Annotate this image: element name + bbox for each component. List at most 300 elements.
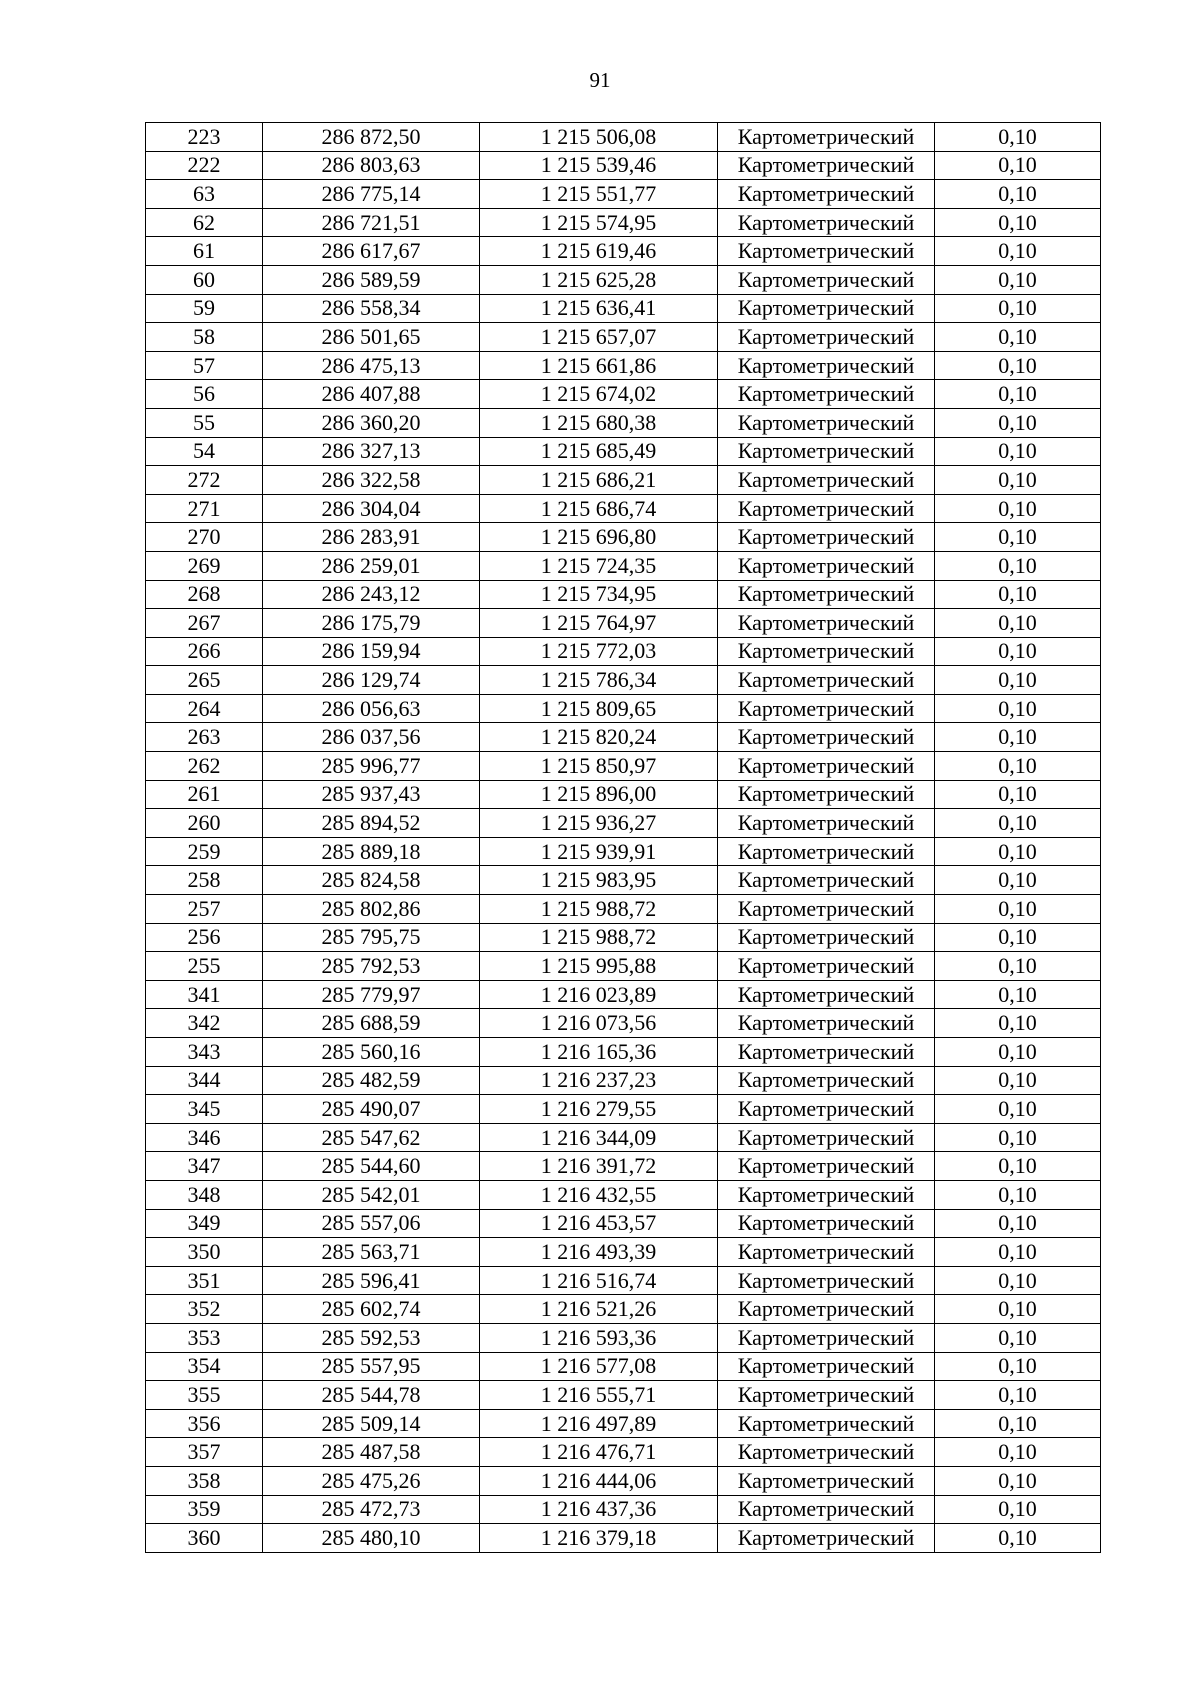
cell-point: 266 [146,637,263,666]
table-row [146,609,1101,638]
cell-accuracy: 0,10 [935,237,1101,266]
table-row [146,1466,1101,1495]
table-row [146,1495,1101,1524]
cell-accuracy: 0,10 [935,895,1101,924]
cell-x: 285 509,14 [263,1409,480,1438]
cell-y: 1 216 476,71 [480,1438,718,1467]
cell-point: 262 [146,752,263,781]
cell-accuracy: 0,10 [935,1323,1101,1352]
cell-point: 62 [146,208,263,237]
table-row [146,294,1101,323]
table-row [146,1238,1101,1267]
cell-method: Картометрический [718,752,935,781]
page-number: 91 [589,68,611,92]
table-row [146,180,1101,209]
cell-accuracy: 0,10 [935,980,1101,1009]
cell-x: 286 304,04 [263,494,480,523]
cell-method: Картометрический [718,1323,935,1352]
table-row [146,1524,1101,1553]
cell-x: 286 159,94 [263,637,480,666]
cell-method: Картометрический [718,351,935,380]
cell-point: 61 [146,237,263,266]
cell-y: 1 216 555,71 [480,1381,718,1410]
cell-accuracy: 0,10 [935,151,1101,180]
cell-accuracy: 0,10 [935,380,1101,409]
cell-y: 1 216 453,57 [480,1209,718,1238]
cell-point: 272 [146,466,263,495]
cell-y: 1 215 983,95 [480,866,718,895]
cell-point: 347 [146,1152,263,1181]
table-row [146,866,1101,895]
cell-accuracy: 0,10 [935,551,1101,580]
table-row [146,408,1101,437]
table-row [146,1352,1101,1381]
cell-accuracy: 0,10 [935,837,1101,866]
table-row [146,208,1101,237]
table-row [146,1066,1101,1095]
cell-accuracy: 0,10 [935,752,1101,781]
cell-point: 344 [146,1066,263,1095]
cell-accuracy: 0,10 [935,1466,1101,1495]
cell-x: 285 795,75 [263,923,480,952]
table-row [146,694,1101,723]
table-row [146,351,1101,380]
cell-accuracy: 0,10 [935,1409,1101,1438]
cell-point: 223 [146,123,263,152]
cell-method: Картометрический [718,780,935,809]
cell-point: 342 [146,1009,263,1038]
cell-point: 267 [146,609,263,638]
cell-y: 1 216 516,74 [480,1266,718,1295]
table-row [146,237,1101,266]
cell-y: 1 216 444,06 [480,1466,718,1495]
cell-x: 285 894,52 [263,809,480,838]
cell-point: 352 [146,1295,263,1324]
cell-x: 286 129,74 [263,666,480,695]
cell-x: 286 037,56 [263,723,480,752]
cell-accuracy: 0,10 [935,265,1101,294]
cell-point: 59 [146,294,263,323]
cell-method: Картометрический [718,208,935,237]
cell-x: 285 560,16 [263,1038,480,1067]
cell-y: 1 216 521,26 [480,1295,718,1324]
table-row [146,1009,1101,1038]
cell-x: 285 592,53 [263,1323,480,1352]
cell-x: 285 596,41 [263,1266,480,1295]
cell-method: Картометрический [718,265,935,294]
cell-y: 1 216 237,23 [480,1066,718,1095]
cell-x: 286 721,51 [263,208,480,237]
cell-accuracy: 0,10 [935,609,1101,638]
cell-y: 1 215 625,28 [480,265,718,294]
cell-method: Картометрический [718,1209,935,1238]
cell-accuracy: 0,10 [935,1352,1101,1381]
cell-method: Картометрический [718,1381,935,1410]
cell-x: 285 937,43 [263,780,480,809]
cell-y: 1 215 619,46 [480,237,718,266]
cell-y: 1 215 850,97 [480,752,718,781]
cell-method: Картометрический [718,1038,935,1067]
cell-x: 286 617,67 [263,237,480,266]
cell-x: 286 056,63 [263,694,480,723]
cell-method: Картометрический [718,923,935,952]
cell-x: 285 482,59 [263,1066,480,1095]
cell-method: Картометрический [718,980,935,1009]
table-row [146,952,1101,981]
cell-accuracy: 0,10 [935,437,1101,466]
cell-method: Картометрический [718,866,935,895]
cell-point: 350 [146,1238,263,1267]
table-row [146,1152,1101,1181]
cell-x: 286 558,34 [263,294,480,323]
cell-y: 1 216 391,72 [480,1152,718,1181]
cell-accuracy: 0,10 [935,1066,1101,1095]
table-row [146,523,1101,552]
cell-y: 1 215 657,07 [480,323,718,352]
cell-x: 286 322,58 [263,466,480,495]
cell-y: 1 215 636,41 [480,294,718,323]
table-row [146,323,1101,352]
cell-point: 346 [146,1123,263,1152]
cell-method: Картометрический [718,294,935,323]
cell-method: Картометрический [718,580,935,609]
cell-y: 1 215 734,95 [480,580,718,609]
cell-x: 285 996,77 [263,752,480,781]
table-row [146,494,1101,523]
cell-y: 1 215 764,97 [480,609,718,638]
cell-accuracy: 0,10 [935,1295,1101,1324]
cell-method: Картометрический [718,1123,935,1152]
cell-accuracy: 0,10 [935,780,1101,809]
cell-y: 1 215 772,03 [480,637,718,666]
cell-y: 1 215 674,02 [480,380,718,409]
cell-point: 60 [146,265,263,294]
cell-accuracy: 0,10 [935,1038,1101,1067]
cell-y: 1 215 820,24 [480,723,718,752]
cell-accuracy: 0,10 [935,180,1101,209]
cell-point: 353 [146,1323,263,1352]
cell-accuracy: 0,10 [935,466,1101,495]
cell-x: 285 802,86 [263,895,480,924]
cell-x: 286 407,88 [263,380,480,409]
cell-accuracy: 0,10 [935,1266,1101,1295]
cell-y: 1 216 023,89 [480,980,718,1009]
cell-method: Картометрический [718,494,935,523]
cell-accuracy: 0,10 [935,1152,1101,1181]
cell-y: 1 215 686,21 [480,466,718,495]
cell-accuracy: 0,10 [935,1123,1101,1152]
cell-x: 285 779,97 [263,980,480,1009]
cell-y: 1 215 936,27 [480,809,718,838]
table-row [146,1123,1101,1152]
cell-method: Картометрический [718,1152,935,1181]
cell-x: 285 824,58 [263,866,480,895]
cell-method: Картометрический [718,952,935,981]
cell-point: 255 [146,952,263,981]
cell-accuracy: 0,10 [935,694,1101,723]
cell-y: 1 215 680,38 [480,408,718,437]
cell-method: Картометрический [718,237,935,266]
cell-x: 285 544,78 [263,1381,480,1410]
cell-point: 351 [146,1266,263,1295]
cell-y: 1 215 685,49 [480,437,718,466]
cell-x: 286 589,59 [263,265,480,294]
cell-accuracy: 0,10 [935,1009,1101,1038]
cell-y: 1 216 493,39 [480,1238,718,1267]
table-row [146,265,1101,294]
table-row [146,752,1101,781]
cell-x: 285 544,60 [263,1152,480,1181]
cell-y: 1 215 809,65 [480,694,718,723]
cell-method: Картометрический [718,609,935,638]
cell-point: 256 [146,923,263,952]
cell-point: 345 [146,1095,263,1124]
cell-y: 1 216 593,36 [480,1323,718,1352]
cell-y: 1 216 344,09 [480,1123,718,1152]
cell-point: 56 [146,380,263,409]
cell-y: 1 215 988,72 [480,895,718,924]
cell-x: 286 360,20 [263,408,480,437]
table-row [146,980,1101,1009]
table-row [146,1095,1101,1124]
cell-point: 348 [146,1180,263,1209]
table-row [146,923,1101,952]
cell-accuracy: 0,10 [935,866,1101,895]
cell-method: Картометрический [718,1180,935,1209]
cell-x: 286 327,13 [263,437,480,466]
table-row [146,1323,1101,1352]
cell-x: 285 557,95 [263,1352,480,1381]
table-row [146,580,1101,609]
table-row [146,1409,1101,1438]
cell-x: 286 243,12 [263,580,480,609]
table-row [146,723,1101,752]
cell-point: 343 [146,1038,263,1067]
cell-point: 263 [146,723,263,752]
cell-y: 1 216 577,08 [480,1352,718,1381]
cell-point: 261 [146,780,263,809]
cell-y: 1 215 696,80 [480,523,718,552]
cell-method: Картометрический [718,551,935,580]
table-row [146,780,1101,809]
cell-x: 285 792,53 [263,952,480,981]
table-row [146,637,1101,666]
cell-accuracy: 0,10 [935,637,1101,666]
cell-method: Картометрический [718,523,935,552]
cell-accuracy: 0,10 [935,323,1101,352]
cell-method: Картометрический [718,323,935,352]
cell-method: Картометрический [718,723,935,752]
cell-accuracy: 0,10 [935,123,1101,152]
cell-method: Картометрический [718,837,935,866]
cell-point: 359 [146,1495,263,1524]
cell-method: Картометрический [718,466,935,495]
cell-accuracy: 0,10 [935,1238,1101,1267]
coordinates-table [145,122,1101,1553]
cell-accuracy: 0,10 [935,723,1101,752]
cell-method: Картометрический [718,1009,935,1038]
cell-point: 268 [146,580,263,609]
cell-method: Картометрический [718,895,935,924]
cell-accuracy: 0,10 [935,952,1101,981]
cell-x: 285 490,07 [263,1095,480,1124]
cell-y: 1 215 786,34 [480,666,718,695]
cell-y: 1 215 574,95 [480,208,718,237]
cell-accuracy: 0,10 [935,1495,1101,1524]
cell-y: 1 215 506,08 [480,123,718,152]
cell-point: 259 [146,837,263,866]
cell-y: 1 215 661,86 [480,351,718,380]
cell-accuracy: 0,10 [935,1381,1101,1410]
cell-point: 63 [146,180,263,209]
cell-y: 1 216 379,18 [480,1524,718,1553]
cell-point: 54 [146,437,263,466]
cell-method: Картометрический [718,809,935,838]
cell-point: 357 [146,1438,263,1467]
cell-accuracy: 0,10 [935,923,1101,952]
cell-method: Картометрический [718,1066,935,1095]
cell-y: 1 215 896,00 [480,780,718,809]
cell-x: 285 487,58 [263,1438,480,1467]
cell-y: 1 216 432,55 [480,1180,718,1209]
cell-accuracy: 0,10 [935,408,1101,437]
table-row [146,837,1101,866]
cell-point: 222 [146,151,263,180]
cell-point: 270 [146,523,263,552]
table-row [146,123,1101,152]
cell-method: Картометрический [718,666,935,695]
cell-y: 1 215 995,88 [480,952,718,981]
cell-accuracy: 0,10 [935,809,1101,838]
cell-point: 264 [146,694,263,723]
cell-point: 349 [146,1209,263,1238]
cell-x: 285 475,26 [263,1466,480,1495]
cell-x: 285 602,74 [263,1295,480,1324]
cell-method: Картометрический [718,1466,935,1495]
cell-accuracy: 0,10 [935,666,1101,695]
cell-x: 286 775,14 [263,180,480,209]
cell-x: 286 475,13 [263,351,480,380]
cell-point: 265 [146,666,263,695]
table-row [146,1295,1101,1324]
cell-method: Картометрический [718,1352,935,1381]
cell-x: 285 472,73 [263,1495,480,1524]
cell-accuracy: 0,10 [935,1095,1101,1124]
cell-point: 271 [146,494,263,523]
cell-y: 1 216 279,55 [480,1095,718,1124]
table-row [146,551,1101,580]
cell-point: 260 [146,809,263,838]
cell-y: 1 215 988,72 [480,923,718,952]
cell-method: Картометрический [718,408,935,437]
coordinates-table-body [146,123,1101,1553]
cell-x: 286 803,63 [263,151,480,180]
cell-x: 285 542,01 [263,1180,480,1209]
cell-method: Картометрический [718,1438,935,1467]
cell-point: 58 [146,323,263,352]
cell-point: 355 [146,1381,263,1410]
table-row [146,1038,1101,1067]
cell-y: 1 215 724,35 [480,551,718,580]
cell-method: Картометрический [718,180,935,209]
cell-point: 257 [146,895,263,924]
cell-method: Картометрический [718,694,935,723]
cell-accuracy: 0,10 [935,1524,1101,1553]
cell-y: 1 215 551,77 [480,180,718,209]
cell-point: 57 [146,351,263,380]
table-row [146,895,1101,924]
cell-x: 285 480,10 [263,1524,480,1553]
cell-x: 286 259,01 [263,551,480,580]
table-row [146,1209,1101,1238]
cell-accuracy: 0,10 [935,580,1101,609]
cell-x: 286 872,50 [263,123,480,152]
table-row [146,809,1101,838]
cell-y: 1 216 073,56 [480,1009,718,1038]
cell-x: 285 557,06 [263,1209,480,1238]
cell-method: Картометрический [718,437,935,466]
cell-point: 358 [146,1466,263,1495]
cell-accuracy: 0,10 [935,523,1101,552]
cell-accuracy: 0,10 [935,294,1101,323]
cell-y: 1 215 539,46 [480,151,718,180]
cell-accuracy: 0,10 [935,494,1101,523]
cell-point: 341 [146,980,263,1009]
cell-method: Картометрический [718,1238,935,1267]
table-row [146,466,1101,495]
cell-method: Картометрический [718,1266,935,1295]
cell-y: 1 216 165,36 [480,1038,718,1067]
cell-point: 354 [146,1352,263,1381]
table-row [146,1438,1101,1467]
cell-x: 285 547,62 [263,1123,480,1152]
cell-point: 356 [146,1409,263,1438]
cell-point: 55 [146,408,263,437]
cell-x: 285 889,18 [263,837,480,866]
cell-x: 286 175,79 [263,609,480,638]
cell-method: Картометрический [718,1295,935,1324]
cell-x: 286 501,65 [263,323,480,352]
cell-point: 258 [146,866,263,895]
cell-y: 1 216 497,89 [480,1409,718,1438]
cell-x: 286 283,91 [263,523,480,552]
table-row [146,437,1101,466]
table-row [146,1180,1101,1209]
cell-accuracy: 0,10 [935,1438,1101,1467]
cell-x: 285 688,59 [263,1009,480,1038]
table-row [146,380,1101,409]
table-row [146,1381,1101,1410]
cell-method: Картометрический [718,380,935,409]
table-row [146,1266,1101,1295]
table-row [146,666,1101,695]
cell-method: Картометрический [718,1095,935,1124]
cell-method: Картометрический [718,1524,935,1553]
table-row [146,151,1101,180]
cell-method: Картометрический [718,1409,935,1438]
cell-y: 1 215 686,74 [480,494,718,523]
cell-method: Картометрический [718,1495,935,1524]
cell-method: Картометрический [718,151,935,180]
cell-y: 1 215 939,91 [480,837,718,866]
cell-accuracy: 0,10 [935,351,1101,380]
cell-x: 285 563,71 [263,1238,480,1267]
cell-method: Картометрический [718,637,935,666]
cell-y: 1 216 437,36 [480,1495,718,1524]
cell-point: 360 [146,1524,263,1553]
cell-point: 269 [146,551,263,580]
cell-method: Картометрический [718,123,935,152]
